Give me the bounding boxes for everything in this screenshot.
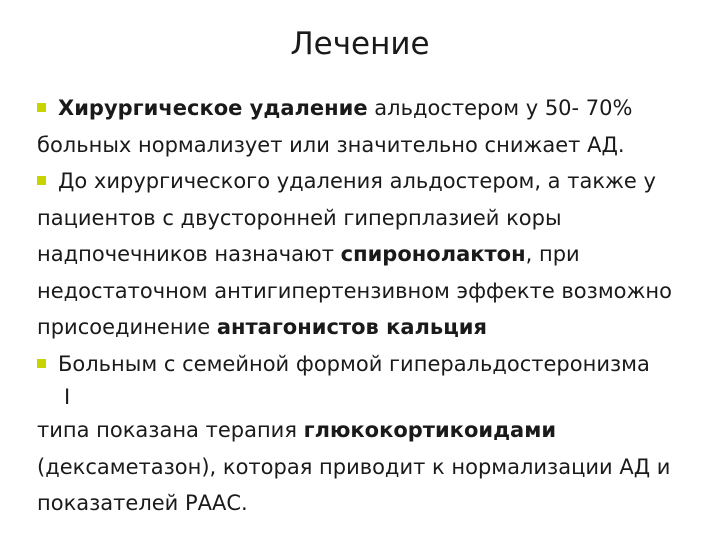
text-run: пациентов с двусторонней гиперплазией коры [37, 205, 562, 230]
bullet-item-surgery-line-2 [37, 127, 713, 164]
bullet-item-familial-line-3 [37, 412, 713, 449]
text-run: типа показана терапия [37, 418, 304, 442]
bullet-item-preop-line-1 [37, 163, 713, 200]
text-run: , при [525, 242, 580, 266]
text-run: Больным с семейной формой гиперальдостеронизма [58, 351, 650, 376]
text-run: показателей РААС. [37, 491, 248, 515]
text-run: До хирургического удаления альдостером, а также у [58, 169, 656, 193]
square-bullet-icon [37, 103, 46, 112]
bullet-item-surgery-line-1 [37, 90, 713, 127]
bold-term-glucocorticoids: глюкокортикоидами [303, 418, 557, 442]
text-run: (дексаметазон), которая приводит к нормализации АД и [37, 454, 671, 479]
bullet-item-familial-line-2 [37, 382, 713, 412]
bold-term-spironolactone: спиронолактон [340, 242, 526, 266]
bullet-item-familial-line-4 [37, 449, 713, 486]
text-run: надпочечников назначают [37, 242, 341, 266]
bullet-item-preop-line-3 [37, 236, 713, 273]
text-run: альдостером у 50- 70% [367, 96, 633, 120]
bullet-item-familial-line-5 [37, 485, 713, 522]
slide-title: Лечение [290, 26, 430, 62]
bold-term-calcium-antagonists: антагонистов кальция [216, 315, 487, 339]
bullet-item-familial-line-1 [37, 346, 713, 383]
slide-body [37, 90, 713, 522]
text-run: I [64, 385, 71, 409]
bullet-item-preop-line-5 [37, 309, 713, 346]
square-bullet-icon [37, 359, 46, 368]
text-run: присоединение [37, 315, 217, 339]
bold-term-surgical-removal: Хирургическое удаление [58, 96, 368, 120]
square-bullet-icon [37, 176, 46, 185]
text-run: больных нормализует или значительно снижает АД. [37, 132, 625, 157]
bullet-item-preop-line-4 [37, 273, 713, 310]
bullet-item-preop-line-2 [37, 200, 713, 237]
text-run: недостаточном антигипертензивном эффекте возможно [37, 278, 673, 303]
